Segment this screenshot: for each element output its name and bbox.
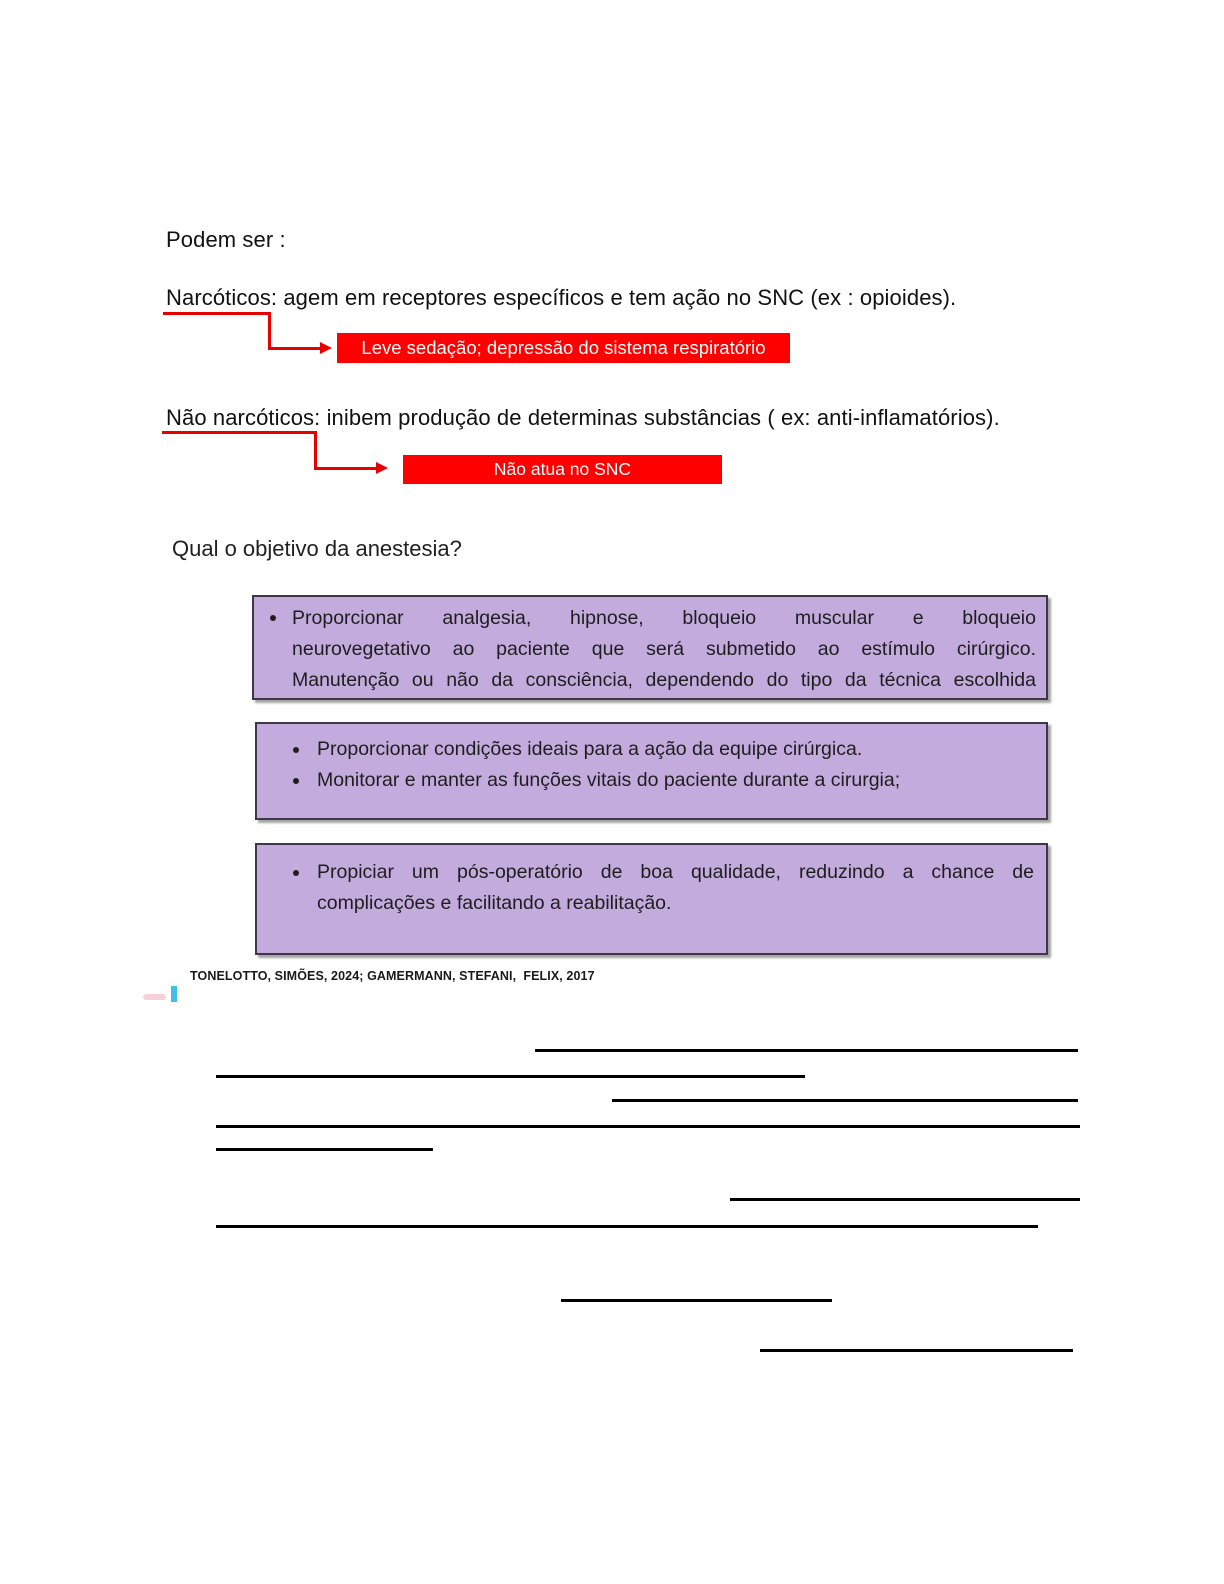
narcotics-callout-box: Leve sedação; depressão do sistema respiratório <box>337 333 790 363</box>
objective-box-3-line-1: Propiciar um pós-operatório de boa qualidade, reduzindo a chance de <box>317 861 1034 883</box>
narcotics-arrow-horizontal <box>268 347 322 350</box>
objective-box-2 <box>255 722 1048 820</box>
blue-highlight-mark <box>171 986 177 1002</box>
non-narcotics-arrow-horizontal <box>314 467 378 470</box>
objective-box-2-bullet-1: Proporcionar condições ideais para a ação da equipe cirúrgica. <box>317 738 863 760</box>
blank-line <box>216 1148 433 1151</box>
objective-box-1 <box>252 595 1048 700</box>
non-narcotics-callout-box: Não atua no SNC <box>403 455 722 484</box>
objective-box-1-line-1: Proporcionar analgesia, hipnose, bloqueio muscular e bloqueio <box>292 607 1036 629</box>
bullet-icon <box>293 747 299 753</box>
blank-line <box>216 1075 805 1078</box>
blank-line <box>760 1349 1073 1352</box>
objective-box-1-line-3: Manutenção ou não da consciência, dependendo do tipo da técnica escolhida <box>292 669 1036 691</box>
bullet-icon <box>293 778 299 784</box>
non-narcotics-red-underline <box>162 431 317 434</box>
blank-line <box>216 1225 1038 1228</box>
blank-line <box>535 1049 1078 1052</box>
blank-line <box>612 1099 1078 1102</box>
non-narcotics-definition-line <box>166 405 1000 431</box>
pink-smudge-mark <box>143 994 166 1000</box>
bullet-icon <box>270 615 276 621</box>
blank-line <box>561 1299 832 1302</box>
question-heading: Qual o objetivo da anestesia? <box>172 536 462 561</box>
bullet-icon <box>293 870 299 876</box>
blank-line <box>216 1125 1080 1128</box>
objective-box-3-line-2: complicações e facilitando a reabilitação. <box>317 892 672 914</box>
narcotics-arrowhead-icon <box>320 342 332 354</box>
objective-box-2-bullet-2: Monitorar e manter as funções vitais do paciente durante a cirurgia; <box>317 769 901 791</box>
blank-line <box>730 1198 1080 1201</box>
non-narcotics-definition: : inibem produção de determinas substâncias ( ex: anti-inflamatórios). <box>314 405 1000 430</box>
non-narcotics-arrow-vertical <box>314 431 317 470</box>
non-narcotics-arrowhead-icon <box>376 462 388 474</box>
citation-text: TONELOTTO, SIMÕES, 2024; GAMERMANN, STEFANI, FELIX, 2017 <box>190 969 595 983</box>
narcotics-term: Narcóticos <box>166 285 271 310</box>
narcotics-definition-line <box>166 285 956 311</box>
objective-box-1-line-2: neurovegetativo ao paciente que será submetido ao estímulo cirúrgico. <box>292 638 1036 660</box>
narcotics-arrow-vertical <box>268 312 271 350</box>
narcotics-definition: : agem em receptores específicos e tem ação no SNC (ex : opioides). <box>270 285 957 310</box>
intro-heading: Podem ser : <box>166 227 286 252</box>
narcotics-red-underline <box>163 312 271 315</box>
objective-box-3 <box>255 843 1048 955</box>
non-narcotics-term: Não narcóticos <box>166 405 315 430</box>
